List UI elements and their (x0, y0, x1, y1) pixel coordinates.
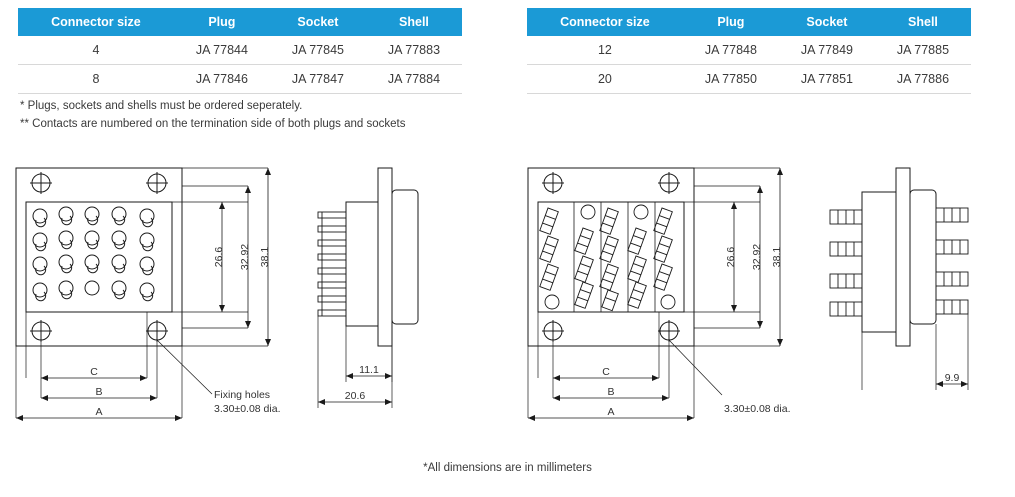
annotation-fixing-holes: Fixing holes (214, 389, 271, 401)
cell-connector-size: 4 (18, 36, 174, 65)
table-row (527, 8, 971, 36)
right-front-view (528, 168, 783, 421)
cell-connector-size: 20 (527, 65, 683, 94)
column-header-plug: Plug (683, 8, 779, 36)
column-header-shell: Shell (366, 8, 462, 36)
connector-table-left (18, 8, 462, 94)
dim-label-20-6: 20.6 (344, 390, 366, 402)
right-side-view (830, 168, 968, 390)
annotation-hole-dia-left: 3.30±0.08 dia. (214, 403, 281, 415)
cell-shell: JA 77885 (875, 36, 971, 65)
cell-plug: JA 77848 (683, 36, 779, 65)
table-notes (20, 98, 405, 134)
dim-label-A-left: A (95, 406, 103, 418)
technical-drawings (0, 150, 1015, 460)
dim-label-B-left: B (95, 386, 103, 398)
cell-socket: JA 77851 (779, 65, 875, 94)
column-header-socket: Socket (779, 8, 875, 36)
dim-label-38-1-left: 38.1 (259, 246, 271, 268)
table-row (527, 65, 971, 94)
dim-label-C-right: C (602, 366, 610, 378)
dim-label-C-left: C (90, 366, 98, 378)
table-left-head (18, 8, 462, 36)
table-left-body (18, 36, 462, 94)
cell-plug: JA 77850 (683, 65, 779, 94)
table-right-head (527, 8, 971, 36)
dim-label-26-6-left: 26.6 (213, 246, 225, 268)
annotation-hole-dia-right: 3.30±0.08 dia. (724, 403, 791, 415)
column-header-connector-size: Connector size (18, 8, 174, 36)
table-row (527, 36, 971, 65)
cell-connector-size: 8 (18, 65, 174, 94)
left-front-view (16, 168, 271, 421)
cell-shell: JA 77884 (366, 65, 462, 94)
cell-plug: JA 77846 (174, 65, 270, 94)
cell-plug: JA 77844 (174, 36, 270, 65)
cell-socket: JA 77847 (270, 65, 366, 94)
units-footnote: *All dimensions are in millimeters (423, 462, 592, 474)
cell-socket: JA 77849 (779, 36, 875, 65)
table-row (18, 65, 462, 94)
table-row (18, 8, 462, 36)
dim-label-B-right: B (607, 386, 615, 398)
dim-label-26-6-right: 26.6 (725, 246, 737, 268)
note-line-1: * Plugs, sockets and shells must be ordered seperately. (20, 100, 303, 112)
note-line-2: ** Contacts are numbered on the termination side of both plugs and sockets (20, 117, 406, 130)
column-header-plug: Plug (174, 8, 270, 36)
connector-table-right (527, 8, 971, 94)
cell-shell: JA 77886 (875, 65, 971, 94)
column-header-socket: Socket (270, 8, 366, 36)
table-right-body (527, 36, 971, 94)
column-header-shell: Shell (875, 8, 971, 36)
cell-shell: JA 77883 (366, 36, 462, 65)
table-row (18, 36, 462, 65)
dim-label-38-1-right: 38.1 (771, 246, 783, 268)
dim-label-A-right: A (607, 406, 615, 418)
column-header-connector-size: Connector size (527, 8, 683, 36)
dim-label-32-92-left: 32.92 (239, 243, 251, 271)
dim-label-11-1: 11.1 (359, 364, 379, 376)
dim-label-32-92-right: 32.92 (751, 243, 763, 271)
cell-socket: JA 77845 (270, 36, 366, 65)
cell-connector-size: 12 (527, 36, 683, 65)
dim-label-9-9: 9.9 (944, 372, 960, 384)
